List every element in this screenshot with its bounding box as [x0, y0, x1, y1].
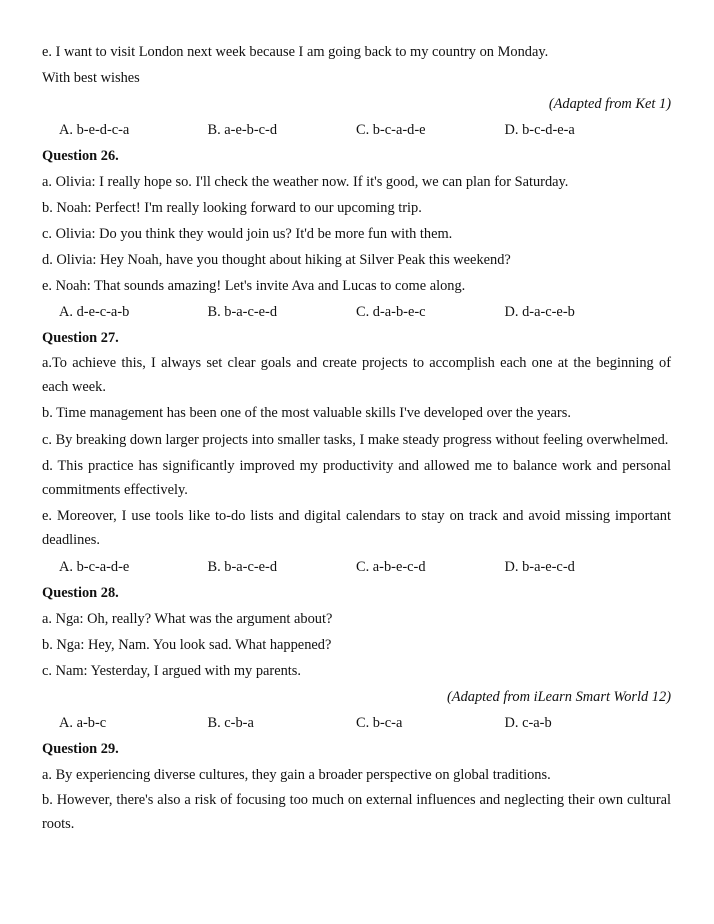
option-d: D. b-c-d-e-a	[504, 122, 575, 138]
intro-options	[42, 118, 671, 142]
option-d: D. d-a-c-e-b	[504, 304, 575, 320]
option-c: C. a-b-e-c-d	[356, 559, 426, 575]
q26-line-c: c. Olivia: Do you think they would join us? It'd be more fun with them.	[42, 226, 453, 242]
intro-source: (Adapted from Ket 1)	[548, 96, 671, 112]
intro-line-e: e. I want to visit London next week because I am going back to my country on Monday.	[42, 44, 549, 60]
option-b: B. a-e-b-c-d	[207, 122, 278, 138]
question-26-title: Question 26.	[42, 148, 119, 164]
option-c: C. b-c-a-d-e	[356, 122, 426, 138]
q29-line-b: b. However, there's also a risk of focusing too much on external influences and neglecting their own cultural roots.	[42, 792, 671, 832]
option-a: A. d-e-c-a-b	[59, 304, 130, 320]
q28-line-a: a. Nga: Oh, really? What was the argument about?	[42, 611, 333, 627]
option-b: B. b-a-c-e-d	[207, 304, 278, 320]
q26-line-b: b. Noah: Perfect! I'm really looking forward to our upcoming trip.	[42, 200, 422, 216]
q26-line-d: d. Olivia: Hey Noah, have you thought about hiking at Silver Peak this weekend?	[42, 252, 511, 268]
option-d: D. b-a-e-c-d	[504, 559, 575, 575]
option-a: A. b-c-a-d-e	[59, 559, 130, 575]
option-a: A. b-e-d-c-a	[59, 122, 130, 138]
q26-line-e: e. Noah: That sounds amazing! Let's invite Ava and Lucas to come along.	[42, 278, 466, 294]
question-27-title: Question 27.	[42, 330, 119, 346]
q28-line-c: c. Nam: Yesterday, I argued with my parents.	[42, 663, 301, 679]
option-b: B. c-b-a	[207, 715, 254, 731]
q28-line-b: b. Nga: Hey, Nam. You look sad. What happened?	[42, 637, 332, 653]
q27-line-a: a.To achieve this, I always set clear goals and create projects to accomplish each one at the beginning of each week.	[42, 355, 671, 395]
q28-options	[42, 711, 671, 735]
q29-line-a: a. By experiencing diverse cultures, they gain a broader perspective on global traditions.	[42, 767, 551, 783]
q27-options	[42, 555, 671, 579]
q26-options	[42, 300, 671, 324]
option-a: A. a-b-c	[59, 715, 107, 731]
option-c: C. b-c-a	[356, 715, 403, 731]
question-29-title: Question 29.	[42, 741, 119, 757]
question-28-title: Question 28.	[42, 585, 119, 601]
document-page	[42, 40, 671, 839]
q27-line-d: d. This practice has significantly improved my productivity and allowed me to balance work and personal commitments effectively.	[42, 458, 671, 498]
option-c: C. d-a-b-e-c	[356, 304, 426, 320]
q27-line-c: c. By breaking down larger projects into smaller tasks, I make steady progress without feeling overwhelmed.	[42, 431, 669, 448]
q27-line-b: b. Time management has been one of the most valuable skills I've developed over the years.	[42, 405, 571, 421]
option-d: D. c-a-b	[504, 715, 552, 731]
q26-line-a: a. Olivia: I really hope so. I'll check the weather now. If it's good, we can plan for Saturday.	[42, 174, 569, 190]
q28-source: (Adapted from iLearn Smart World 12)	[447, 689, 671, 705]
letter-closing: With best wishes	[42, 70, 140, 86]
q27-line-e: e. Moreover, I use tools like to-do lists and digital calendars to stay on track and avoid missing important deadlines.	[42, 508, 671, 548]
option-b: B. b-a-c-e-d	[207, 559, 278, 575]
